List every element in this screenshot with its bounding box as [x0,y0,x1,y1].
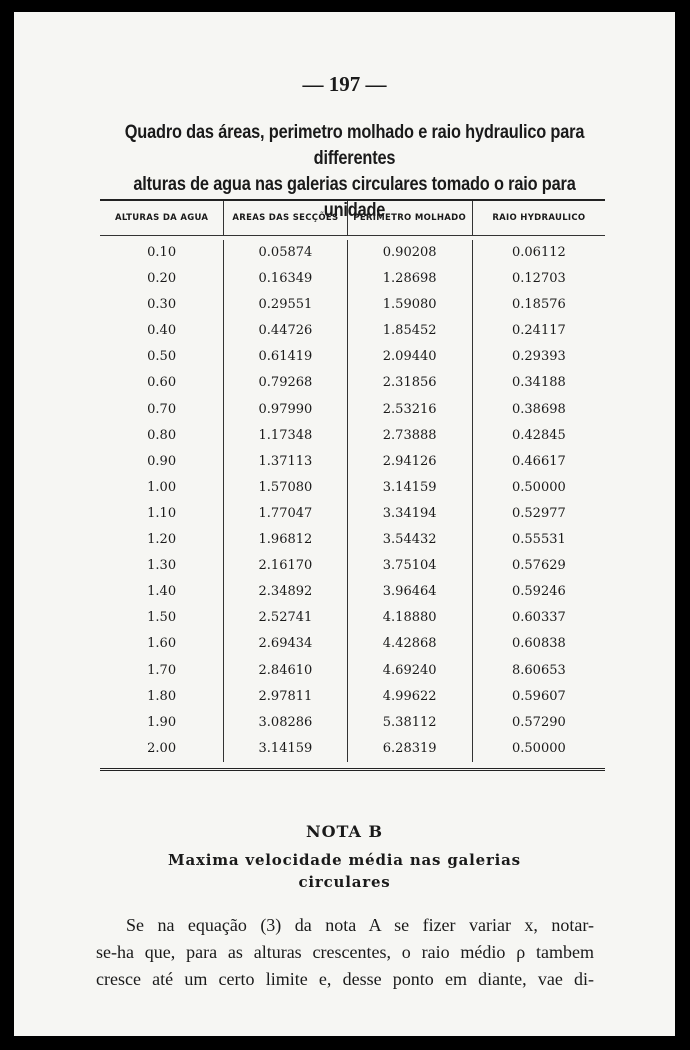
table-cell: 4.99622 [382,688,437,704]
table-cell: 3.08286 [258,714,313,730]
table-cell: 0.20 [147,271,177,287]
column-raio [472,240,605,762]
subtitle-line-2: circulares [298,873,391,891]
header-raio: RAIO HYDRAULICO [472,201,605,235]
table-cell: 0.80 [147,427,177,443]
section-heading: NOTA B [305,822,384,841]
table-cell: 2.00 [147,740,177,756]
table-cell: 0.57629 [512,558,566,574]
section-subtitle [74,849,615,893]
table-cell: 0.30 [147,297,177,313]
table-bottom-rule [100,768,605,773]
table-cell: 1.17348 [258,427,313,443]
table-cell: 1.77047 [258,505,313,521]
table-cell: 0.24117 [512,323,566,339]
header-areas: AREAS DAS SECÇÕES [223,201,346,235]
table-cell: 0.59246 [512,584,566,600]
table-cell: 0.79268 [258,375,313,391]
title-line-2: alturas de agua nas galerias circulares tomado o raio para unidade [133,174,576,221]
table-cell: 0.10 [147,245,177,260]
table-cell: 0.90208 [382,245,437,260]
table-cell: 1.90 [147,714,177,730]
table-cell: 1.60 [147,636,177,652]
table-cell: 2.31856 [382,375,437,391]
table-cell: 4.18880 [382,610,437,626]
header-alturas: ALTURAS DA AGUA [114,213,209,223]
table-cell: 0.29393 [512,349,566,365]
table-cell: 0.46617 [512,453,566,469]
table-cell: 0.38698 [512,401,566,417]
table-cell: 5.38112 [382,714,437,730]
table-cell: 1.50 [147,610,177,626]
table-cell: 3.14159 [382,479,437,495]
column-alturas [100,240,223,762]
column-perimetro [347,240,472,762]
table-cell: 1.80 [147,688,177,704]
column-areas [223,240,346,762]
header-perimetro: PERIMETRO MOLHADO [347,201,472,235]
table-cell: 2.97811 [258,688,313,704]
table-body [100,236,605,762]
table-cell: 1.40 [147,584,177,600]
table-cell: 1.37113 [258,453,313,469]
table-cell: 2.69434 [258,636,313,652]
table-cell: 0.55531 [512,532,566,548]
table-cell: 1.70 [147,662,177,678]
table-cell: 1.28698 [382,271,437,287]
table-cell: 0.97990 [258,401,313,417]
paragraph-line-2: se-ha que, para as alturas crescentes, o raio médio ρ tambem [96,942,594,962]
table-cell: 4.69240 [382,662,437,678]
table-cell: 0.60337 [512,610,566,626]
table-header-row [100,201,605,235]
table-cell: 3.75104 [382,558,437,574]
table-cell: 0.52977 [512,505,566,521]
table-cell: 1.96812 [258,532,313,548]
table-cell: 1.85452 [382,323,437,339]
table-cell: 3.14159 [258,740,313,756]
table-cell: 0.90 [147,453,177,469]
table-cell: 0.44726 [258,323,313,339]
table-cell: 8.60653 [512,662,566,678]
table-cell: 3.54432 [382,532,437,548]
table-cell: 0.50000 [512,740,566,756]
table-cell: 0.18576 [512,297,566,313]
table-cell: 0.29551 [258,297,313,313]
page [14,12,675,1036]
table-cell: 2.94126 [382,453,437,469]
table-cell: 0.06112 [512,245,566,260]
table-cell: 0.61419 [258,349,313,365]
table-cell: 0.50 [147,349,177,365]
table-cell: 2.84610 [258,662,313,678]
table-cell: 0.34188 [512,375,566,391]
table-cell: 2.53216 [382,401,437,417]
table-cell: 0.40 [147,323,177,339]
table-cell: 0.12703 [512,271,566,287]
table-cell: 0.42845 [512,427,566,443]
table-cell: 2.09440 [382,349,437,365]
table-cell: 3.96464 [382,584,437,600]
table-cell: 0.50000 [512,479,566,495]
table-cell: 0.05874 [258,245,313,260]
table-cell: 0.60838 [512,636,566,652]
paragraph-line-3: cresce até um certo limite e, desse ponto em diante, vae di- [96,969,594,989]
table-cell: 2.52741 [258,610,313,626]
table-cell: 2.16170 [258,558,313,574]
table-cell: 0.16349 [258,271,313,287]
table-cell: 1.59080 [382,297,437,313]
table-cell: 3.34194 [382,505,437,521]
table-cell: 4.42868 [382,636,437,652]
subtitle-line-1: Maxima velocidade média nas galerias [168,851,521,869]
table-cell: 0.59607 [512,688,566,704]
data-table [100,199,605,773]
table-cell: 1.10 [147,505,177,521]
body-paragraph [96,912,594,993]
page-number: — 197 — [302,72,387,96]
title-line-1: Quadro das áreas, perimetro molhado e raio hydraulico para differentes [124,122,585,169]
table-cell: 1.57080 [258,479,313,495]
table-cell: 2.73888 [382,427,437,443]
table-cell: 1.00 [147,479,177,495]
table-cell: 0.70 [147,401,177,417]
table-cell: 2.34892 [258,584,313,600]
table-cell: 1.20 [147,532,177,548]
paragraph-line-1: Se na equação (3) da nota A se fizer variar x, notar- [126,915,594,935]
table-cell: 6.28319 [382,740,437,756]
table-cell: 0.57290 [512,714,566,730]
table-cell: 0.60 [147,375,177,391]
table-cell: 1.30 [147,558,177,574]
